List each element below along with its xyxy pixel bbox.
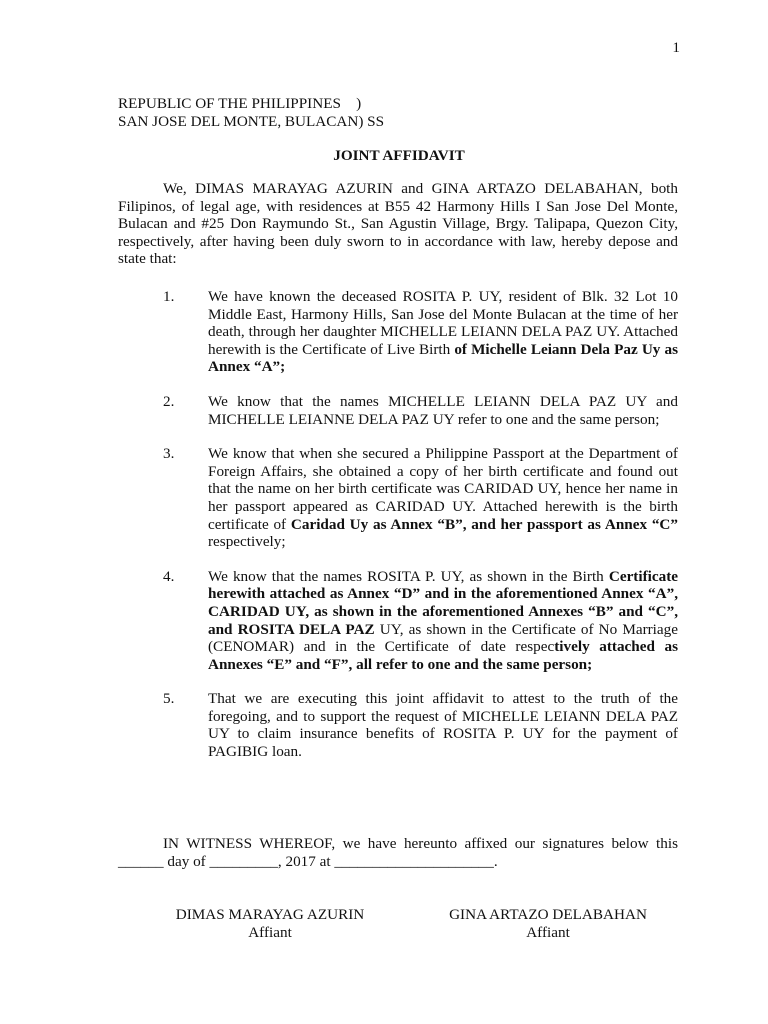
caption-line-republic: REPUBLIC OF THE PHILIPPINES ) <box>118 95 362 112</box>
statement-body: We know that the names MICHELLE LEIANN DELA PAZ UY and MICHELLE LEIANNE DELA PAZ UY refer to one and the same person; <box>208 392 678 428</box>
statement-body: We know that the names ROSITA P. UY, as shown in the Birth <box>208 567 609 585</box>
affiant-role: Affiant <box>526 923 570 941</box>
signature-block-left <box>140 906 400 941</box>
statement-number: 3. <box>163 445 175 463</box>
statement-tail: respectively; <box>208 533 286 551</box>
statement-item <box>0 393 768 428</box>
statement-text <box>208 690 678 760</box>
statement-item <box>0 288 768 376</box>
statement-item <box>0 690 768 760</box>
statement-tail: UY, as shown in the Certificate of No Marriage (CENOMAR) and in the Certificate of date respec <box>208 620 678 656</box>
witness-clause: IN WITNESS WHEREOF, we have hereunto affixed our signatures below this ______ day of _________, 2017 at _____________________. <box>118 835 678 870</box>
signature-block-right <box>418 906 678 941</box>
statement-body: We have known the deceased ROSITA P. UY, resident of Blk. 32 Lot 10 Middle East, Harmony Hills, San Jose del Monte Bulacan at the time of her death, through her daughter MICHELLE LEIANN DELA PAZ UY. Attached herewith is the Certificate of Live Birth <box>208 288 678 358</box>
statement-text <box>208 445 678 551</box>
venue-caption <box>118 95 384 130</box>
statement-item <box>0 445 768 551</box>
statement-number: 5. <box>163 690 175 708</box>
statement-item <box>0 568 768 674</box>
statement-bold: Caridad Uy as Annex “B”, and her passport as Annex “C” <box>290 515 678 533</box>
statement-number: 4. <box>163 567 175 585</box>
statement-number: 1. <box>163 288 175 305</box>
document-title: JOINT AFFIDAVIT <box>333 147 465 164</box>
numbered-statements <box>0 288 768 778</box>
affiant-name: GINA ARTAZO DELABAHAN <box>449 906 647 923</box>
statement-body: We know that when she secured a Philippine Passport at the Department of Foreign Affairs, she obtained a copy of her birth certificate and found out that the name on her birth certificate was CARIDAD UY, hence her name in her passport appeared as CARIDAD UY. Attached herewith is the birth certificate of <box>208 445 678 533</box>
statement-text <box>208 568 678 674</box>
statement-bold-end: tively attached as Annexes “E” and “F”, all refer to one and the same person; <box>208 638 678 673</box>
statement-bold: of Michelle Leiann Dela Paz Uy as Annex “A”; <box>208 340 679 376</box>
affiant-name: DIMAS MARAYAG AZURIN <box>175 906 365 923</box>
statement-text <box>208 288 678 376</box>
caption-line-venue: SAN JOSE DEL MONTE, BULACAN) SS <box>118 112 385 130</box>
affiant-role: Affiant <box>248 923 292 941</box>
statement-bold: Certificate herewith attached as Annex “D” and in the aforementioned Annex “A”, CARIDAD UY, as shown in the aforementioned Annexes “B” and “C”, and ROSITA DELA PAZ <box>208 567 678 638</box>
statement-number: 2. <box>163 392 175 410</box>
intro-paragraph: We, DIMAS MARAYAG AZURIN and GINA ARTAZO DELABAHAN, both Filipinos, of legal age, with residences at B55 42 Harmony Hills I San Jose Del Monte, Bulacan and #25 Don Raymundo St., San Agustin Village, Brgy. Talipapa, Quezon City, respectively, after having been duly sworn to in accordance with law, hereby depose and state that: <box>118 180 678 268</box>
statement-text <box>208 393 678 428</box>
page-number: 1 <box>672 39 680 56</box>
statement-body: That we are executing this joint affidavit to attest to the truth of the foregoing, and to support the request of MICHELLE LEIANN DELA PAZ UY to claim insurance benefits of ROSITA P. UY for the payment of PAGIBIG loan. <box>208 690 678 761</box>
